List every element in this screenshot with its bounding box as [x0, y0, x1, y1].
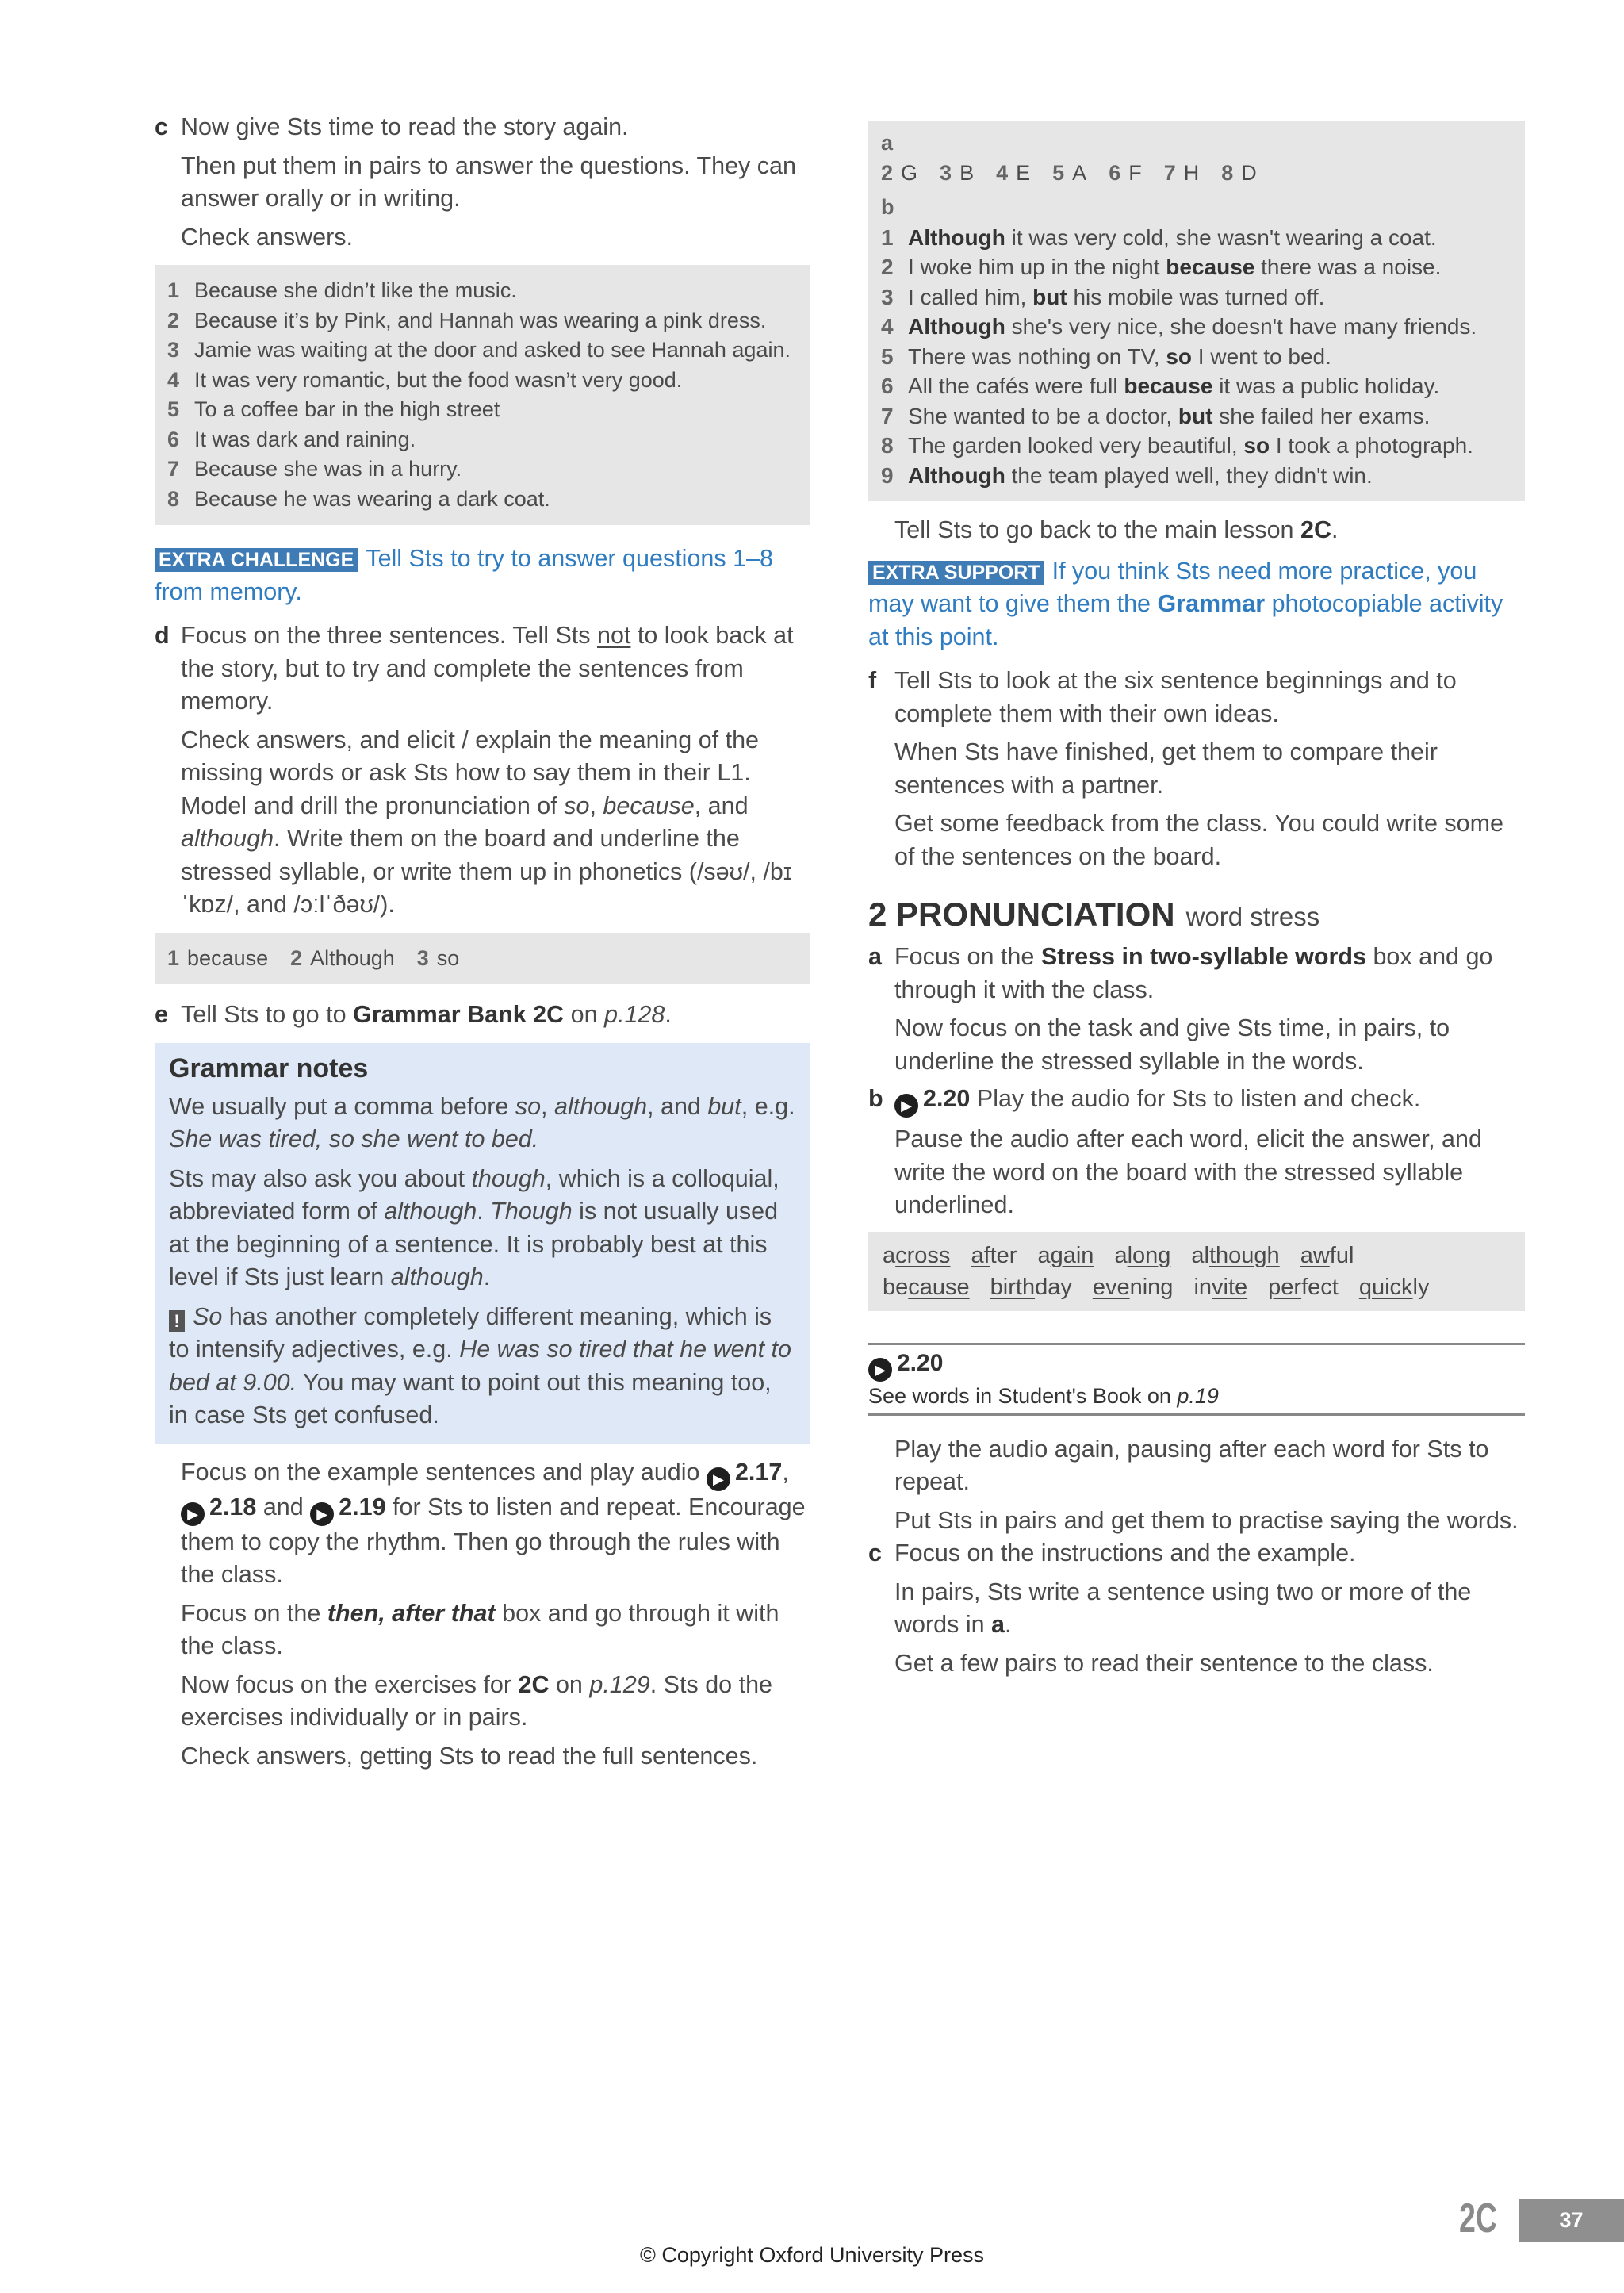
step-text: Put Sts in pairs and get them to practise saying the words. [894, 1506, 1519, 1534]
answer-text: Jamie was waiting at the door and asked to see Hannah again. [194, 338, 791, 362]
answer-text: she failed her exams. [1212, 403, 1431, 428]
speaker-icon[interactable]: ▶ [868, 1358, 892, 1382]
step-letter: a [868, 943, 882, 970]
stressed-syllable: af [971, 1242, 990, 1268]
answer-number: 9 [881, 462, 894, 488]
answer-text: I called him, [908, 284, 1033, 309]
answer-number: 3 [881, 284, 894, 309]
answer-text: A [1072, 160, 1087, 185]
step-text: In pairs, Sts write a sentence using two or more of the words in a. [894, 1578, 1472, 1638]
stressed-syllable: quick [1358, 1274, 1413, 1300]
after-audio [868, 1433, 1525, 1538]
step-text: Get a few pairs to read their sentence to the class. [894, 1649, 1434, 1677]
stress-word [1268, 1275, 1339, 1300]
answer-text: G [901, 160, 918, 185]
stressed-syllable: though [1208, 1242, 1280, 1268]
speaker-icon[interactable]: ▶ [310, 1502, 334, 1526]
answer-item [881, 312, 1512, 342]
answer-number: 7 [1163, 160, 1176, 185]
step-text: Now focus on the task and give Sts time, in pairs, to underline the stressed syllable in the words. [894, 1014, 1450, 1075]
stress-word [1359, 1275, 1430, 1300]
speaker-icon[interactable]: ▶ [181, 1502, 205, 1526]
step-text: Play the audio again, pausing after each word for Sts to repeat. [894, 1435, 1489, 1495]
syllable: al [1191, 1242, 1209, 1268]
stressed-syllable: aw [1300, 1242, 1330, 1268]
answer-number: 4 [167, 367, 180, 392]
answer-item [167, 276, 797, 306]
answer-list [167, 944, 797, 974]
stress-word [1037, 1243, 1094, 1268]
answer-box-c [155, 265, 810, 525]
stress-word [883, 1275, 970, 1300]
answer-number: 2 [881, 160, 894, 185]
answer-number: 1 [167, 945, 180, 970]
conjunction: because [1166, 255, 1255, 279]
step-text: Now give Sts time to read the story again. [181, 113, 629, 140]
answer-text: it was a public holiday. [1212, 374, 1440, 398]
stress-word [1114, 1243, 1170, 1268]
answer-number: 8 [167, 486, 180, 511]
step-f [868, 665, 1525, 873]
answer-text: Although [310, 945, 395, 970]
answer-number: 1 [881, 224, 894, 250]
answer-number: 5 [881, 343, 894, 369]
answer-text: There was nothing on TV, [908, 343, 1166, 369]
syllable: ful [1329, 1242, 1354, 1268]
conjunction: Although [908, 224, 1005, 250]
speaker-icon[interactable]: ▶ [707, 1467, 730, 1491]
answer-item [167, 454, 797, 485]
syllable: ly [1412, 1274, 1430, 1300]
answer-text: because [187, 945, 269, 970]
answer-item [881, 401, 1512, 431]
stress-word [971, 1243, 1017, 1268]
step-text: Tell Sts to go back to the main lesson 2C. [894, 516, 1339, 543]
answer-text: I woke him up in the night [908, 255, 1166, 279]
extra-challenge [155, 543, 810, 608]
conjunction: but [1178, 403, 1213, 428]
word-row [883, 1271, 1511, 1303]
syllable: a [883, 1242, 896, 1268]
step-text: Tell Sts to look at the six sentence beginnings and to complete them with their own ideas. [894, 667, 1457, 727]
stress-word [1093, 1275, 1174, 1300]
answer-text: F [1128, 160, 1142, 185]
answer-item [167, 366, 797, 396]
syllable: ning [1129, 1274, 1174, 1300]
answer-number: 6 [881, 374, 894, 398]
extra-support: EXTRA SUPPORT If you think Sts need more practice, you may want to give them the Grammar photocopiable activity at this point. [868, 557, 1503, 650]
syllable: ter [990, 1242, 1017, 1268]
stress-word [1193, 1275, 1247, 1300]
step-letter: d [155, 622, 170, 649]
stress-word [1300, 1243, 1354, 1268]
answer-number: 8 [1221, 160, 1234, 185]
step-letter: c [155, 113, 168, 140]
step-text: Check answers. [181, 223, 353, 251]
answer-number: 6 [167, 427, 180, 451]
answer-box-d [155, 933, 810, 985]
step-text: Tell Sts to go to Grammar Bank 2C on p.128. [181, 1001, 672, 1028]
step-text: Focus on the example sentences and play audio ▶ 2.17, ▶ 2.18 and ▶ 2.19 for Sts to listen and repeat. Encourage them to copy the rhythm. Then go through the rules with the class. [181, 1458, 806, 1588]
answer-label: b [881, 195, 894, 219]
syllable: day [1035, 1274, 1072, 1300]
exclamation-icon: ! [169, 1310, 185, 1332]
stress-word [1191, 1243, 1279, 1268]
step-text: Check answers, and elicit / explain the meaning of the missing words or ask Sts how to say them in their L1. Model and drill the pronunciation of so, because, and although. Write them on the board and underline the stressed syllable, or write them up in phonetics (/səʊ/, /bɪˈkɒz/, and /ɔːlˈðəʊ/). [181, 726, 792, 918]
answer-number: 2 [167, 308, 180, 332]
step-b [868, 1083, 1525, 1222]
step-text: Focus on the three sentences. Tell Sts not to look back at the story, but to try and complete the sentences from memory. [181, 622, 794, 715]
conjunction: so [1243, 433, 1270, 458]
answer-number: 1 [167, 278, 180, 302]
answer-item [881, 431, 1512, 461]
conjunction: Although [908, 462, 1005, 488]
answer-number: 6 [1109, 160, 1121, 185]
answer-label: a [881, 131, 894, 155]
answer-text: Because she was in a hurry. [194, 457, 462, 481]
answer-number: 2 [881, 255, 894, 279]
answer-text: I took a photograph. [1270, 433, 1473, 458]
answer-item [881, 282, 1512, 313]
extra-support-tag: EXTRA SUPPORT [868, 561, 1044, 585]
copyright: © Copyright Oxford University Press [639, 2243, 985, 2267]
answer-item [881, 371, 1512, 401]
step-text: Then put them in pairs to answer the questions. They can answer orally or in writing. [181, 151, 796, 212]
step-text: Now focus on the exercises for 2C on p.129. Sts do the exercises individually or in pairs. [181, 1670, 772, 1731]
page-number: 37 [1519, 2199, 1624, 2242]
answer-item [881, 223, 1512, 253]
syllable: fect [1301, 1274, 1339, 1300]
answer-text: so [436, 945, 460, 970]
answer-text: It was dark and raining. [194, 427, 416, 451]
answer-item [881, 461, 1512, 491]
answer-text: E [1016, 160, 1031, 185]
answer-number: 3 [940, 160, 952, 185]
grammar-notes [155, 1043, 810, 1444]
answer-number: 2 [290, 945, 303, 970]
stressed-syllable: vite [1212, 1274, 1248, 1300]
answer-number: 7 [167, 457, 180, 481]
lesson-tag: 2C [1459, 2195, 1497, 2241]
left-column [155, 111, 810, 1773]
note-paragraph: We usually put a comma before so, although, and but, e.g. She was tired, so she went to bed. [169, 1092, 795, 1152]
answer-number: 5 [1052, 160, 1065, 185]
conjunction: but [1032, 284, 1067, 309]
answer-text: All the cafés were full [908, 374, 1124, 398]
syllable: a [1037, 1242, 1051, 1268]
step-text: Focus on the Stress in two-syllable words box and go through it with the class. [894, 943, 1493, 1003]
conjunction: because [1124, 374, 1213, 398]
stressed-syllable: cause [908, 1274, 970, 1300]
stress-words-box [868, 1232, 1525, 1311]
syllable: be [883, 1274, 909, 1300]
answer-number: 3 [416, 945, 429, 970]
answer-item [167, 395, 797, 425]
answer-number: 5 [167, 397, 180, 421]
speaker-icon[interactable]: ▶ [894, 1094, 918, 1118]
step-d [155, 619, 810, 922]
section-heading: 2 PRONUNCIATION word stress [868, 895, 1320, 933]
answer-number: 8 [881, 433, 894, 458]
after-notes [155, 1456, 810, 1773]
answer-text: I went to bed. [1192, 343, 1331, 369]
answer-list [881, 223, 1512, 491]
step-text: Pause the audio after each word, elicit the answer, and write the word on the board with the stressed syllable underlined. [894, 1125, 1482, 1218]
step-letter: c [868, 1540, 882, 1566]
note-paragraph: Sts may also ask you about though, which is a colloquial, abbreviated form of although. Though is not usually used at the beginning of a sentence. It is probably best at this level if Sts just learn although. [169, 1164, 779, 1290]
grammar-notes-title: Grammar notes [169, 1053, 369, 1083]
stressed-syllable: per [1268, 1274, 1302, 1300]
stressed-syllable: long [1127, 1242, 1171, 1268]
answer-box-ab [868, 121, 1525, 501]
step-text: When Sts have finished, get them to compare their sentences with a partner. [894, 738, 1438, 799]
stressed-syllable: gain [1050, 1242, 1094, 1268]
conjunction: so [1166, 343, 1193, 369]
conjunction: Although [908, 314, 1005, 339]
answer-text: She wanted to be a doctor, [908, 403, 1178, 428]
answer-text: It was very romantic, but the food wasn’t very good. [194, 367, 683, 392]
audio-number: ▶ 2.20 [868, 1350, 1525, 1382]
answer-number: 7 [881, 403, 894, 428]
step-a [868, 941, 1525, 1078]
answer-number: 4 [996, 160, 1009, 185]
step-text: Focus on the instructions and the example. [894, 1540, 1356, 1566]
step-letter: f [868, 667, 877, 694]
step-c-pron [868, 1537, 1525, 1680]
answer-text: H [1183, 160, 1200, 185]
step-letter: e [155, 1001, 168, 1028]
answer-text: the team played well, they didn't win. [1005, 462, 1373, 488]
extra-challenge-text: Tell Sts to try to answer questions 1–8 from memory. [155, 545, 773, 605]
answer-item [167, 336, 797, 366]
answer-text: Because she didn’t like the music. [194, 278, 517, 302]
answer-item [167, 425, 797, 455]
audio-reference: See words in Student's Book on p.19 [868, 1383, 1219, 1408]
answer-text: The garden looked very beautiful, [908, 433, 1244, 458]
answer-item [167, 485, 797, 515]
answer-text: it was very cold, she wasn't wearing a coat. [1005, 224, 1437, 250]
step-e [155, 999, 810, 1032]
answer-number: 4 [881, 314, 894, 339]
stressed-syllable: cross [895, 1242, 951, 1268]
stress-word [990, 1275, 1072, 1300]
answer-text: B [959, 160, 975, 185]
step-letter: b [868, 1085, 883, 1112]
word-row [883, 1240, 1511, 1271]
answer-text: there was a noise. [1254, 255, 1442, 279]
stressed-syllable: birth [990, 1274, 1036, 1300]
step-text: ▶ 2.20 Play the audio for Sts to listen and check. [894, 1083, 1525, 1118]
right-column [868, 121, 1525, 1680]
answer-text: his mobile was turned off. [1067, 284, 1325, 309]
answer-text: Because it’s by Pink, and Hannah was wearing a pink dress. [194, 308, 767, 332]
answer-list [881, 159, 1512, 189]
stress-word [883, 1243, 950, 1268]
syllable: in [1193, 1274, 1212, 1300]
step-text: Check answers, getting Sts to read the full sentences. [181, 1742, 758, 1770]
answer-item [167, 306, 797, 336]
answer-text: she's very nice, she doesn't have many friends. [1005, 314, 1477, 339]
answer-item [881, 252, 1512, 282]
stressed-syllable: eve [1092, 1274, 1130, 1300]
extra-challenge-tag: EXTRA CHALLENGE [155, 548, 358, 572]
answer-text: To a coffee bar in the high street [194, 397, 500, 421]
audio-script [868, 1343, 1525, 1416]
note-paragraph: ! So has another completely different meaning, which is to intensify adjectives, e.g. He was so tired that he went to bed at 9.00. You may want to point out this meaning too, in case Sts get confused. [169, 1302, 791, 1428]
syllable: a [1114, 1242, 1128, 1268]
answer-text: Because he was wearing a dark coat. [194, 486, 550, 511]
step-text: Get some feedback from the class. You could write some of the sentences on the board. [894, 810, 1503, 870]
answer-list [167, 276, 797, 514]
step-c [155, 111, 810, 254]
step-text: Focus on the then, after that box and go through it with the class. [181, 1599, 779, 1659]
answer-number: 3 [167, 338, 180, 362]
answer-item [881, 342, 1512, 372]
answer-text: D [1241, 160, 1257, 185]
